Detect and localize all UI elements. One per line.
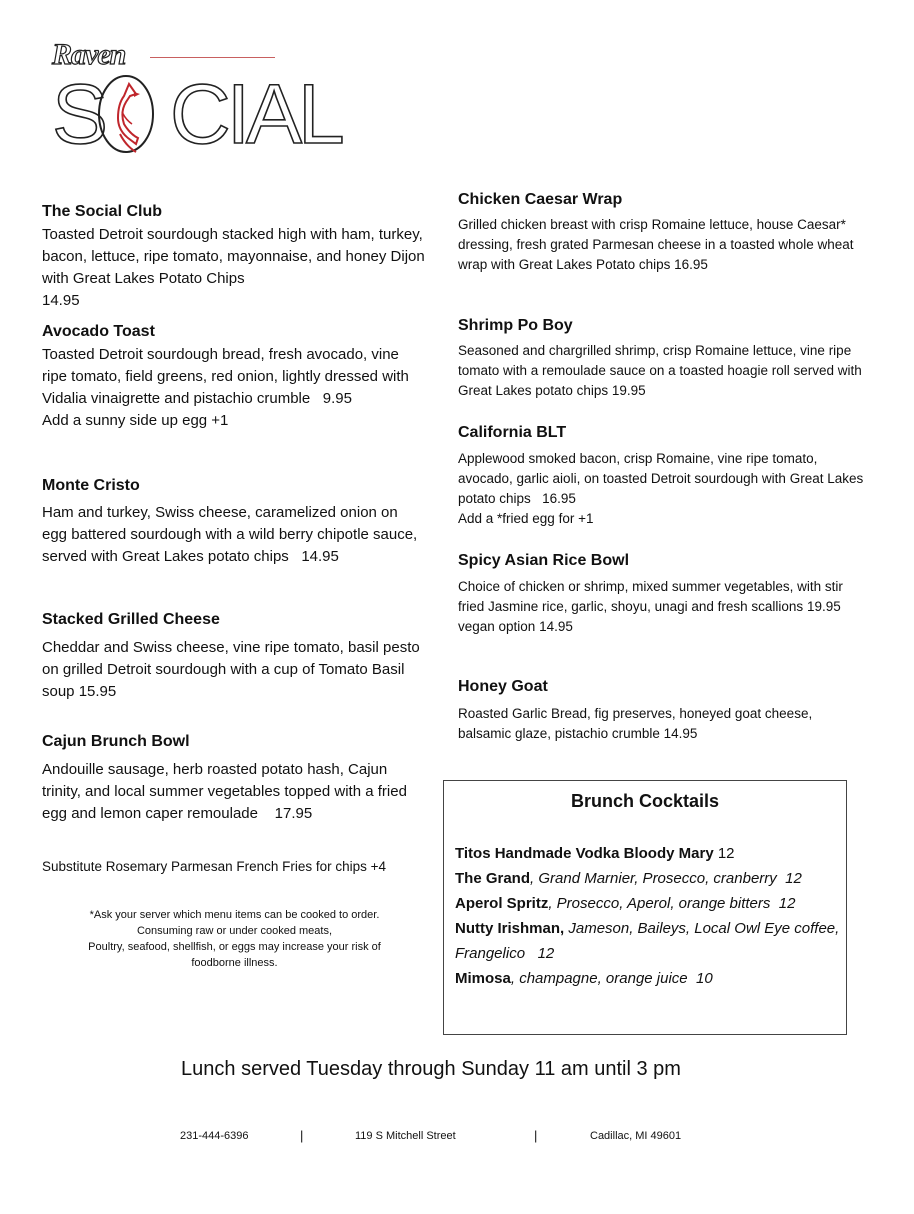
item-description: Grilled chicken breast with crisp Romaine lettuce, house Caesar* dressing, fresh grated Parmesan cheese in a toasted whole wheat wrap with Great Lakes Potato chips 16.95 — [458, 217, 854, 272]
footer-separator: | — [300, 1128, 304, 1143]
item-title: Avocado Toast — [42, 323, 155, 340]
item-description: Toasted Detroit sourdough bread, fresh avocado, vine ripe tomato, field greens, red onion, lightly dressed with Vidalia vinaigrette and pistachio crumble 9.95 Add a sunny side up egg +1 — [42, 346, 409, 429]
item-description: Andouille sausage, herb roasted potato hash, Cajun trinity, and local summer vegetables topped with a fried egg and lemon caper remoulade 17.95 — [42, 761, 407, 822]
allergen-disclaimer: *Ask your server which menu items can be cooked to order. Consuming raw or under cooked meats, Poultry, seafood, shellfish, or eggs may increase your risk of foodborne illness. — [88, 909, 381, 969]
footer-city: Cadillac, MI 49601 — [590, 1130, 682, 1142]
item-title: Monte Cristo — [42, 477, 140, 494]
item-title: Chicken Caesar Wrap — [458, 191, 623, 208]
logo-raven-word: Raven — [52, 38, 126, 71]
cocktails-title: Brunch Cocktails — [570, 791, 720, 811]
item-title: Honey Goat — [458, 678, 548, 695]
substitute-note: Substitute Rosemary Parmesan French Fries for chips +4 — [42, 859, 387, 874]
item-title: Spicy Asian Rice Bowl — [458, 552, 630, 569]
item-title: Stacked Grilled Cheese — [42, 611, 220, 628]
cocktail-item: Mimosa, champagne, orange juice 10 — [455, 970, 713, 987]
cocktails-list — [455, 841, 840, 991]
item-title: California BLT — [458, 424, 567, 441]
footer-address: 119 S Mitchell Street — [355, 1130, 456, 1142]
logo-social-left: S — [52, 67, 105, 161]
item-description: Seasoned and chargrilled shrimp, crisp Romaine lettuce, vine ripe tomato with a remoulade sauce on a toasted hoagie roll served with Great Lakes potato chips 19.95 — [458, 343, 862, 398]
cocktail-item: Nutty Irishman, Jameson, Baileys, Local Owl Eye coffee, Frangelico 12 — [455, 920, 840, 962]
cocktails-box — [443, 780, 847, 1035]
item-title: Cajun Brunch Bowl — [42, 733, 190, 750]
item-description: Choice of chicken or shrimp, mixed summer vegetables, with stir fried Jasmine rice, garlic, shoyu, unagi and fresh scallions 19.95 vegan option 14.95 — [458, 579, 843, 634]
item-title: The Social Club — [42, 203, 163, 220]
logo-divider — [150, 57, 275, 58]
item-title: Shrimp Po Boy — [458, 317, 573, 334]
hours-text: Lunch served Tuesday through Sunday 11 am until 3 pm — [181, 1058, 681, 1080]
item-description: Ham and turkey, Swiss cheese, caramelized onion on egg battered sourdough with a wild berry chipotle sauce, served with Great Lakes potato chips 14.95 — [42, 504, 418, 565]
item-description: Applewood smoked bacon, crisp Romaine, vine ripe tomato, avocado, garlic aioli, on toasted Detroit sourdough with Great Lakes potato chips 16.95 Add a *fried egg for +1 — [458, 451, 864, 526]
cocktail-item: Aperol Spritz, Prosecco, Aperol, orange bitters 12 — [455, 895, 796, 912]
item-description: Roasted Garlic Bread, fig preserves, honeyed goat cheese, balsamic glaze, pistachio crumble 14.95 — [458, 706, 813, 741]
cardinal-bird-icon — [96, 72, 156, 156]
cocktail-item: Titos Handmade Vodka Bloody Mary 12 — [455, 845, 735, 862]
logo-social-right: CIAL — [170, 67, 341, 161]
item-description: Toasted Detroit sourdough stacked high with ham, turkey, bacon, lettuce, ripe tomato, mayonnaise, and honey Dijon with Great Lakes Potato Chips 14.95 — [42, 226, 425, 309]
cocktail-item: The Grand, Grand Marnier, Prosecco, cranberry 12 — [455, 870, 802, 887]
footer-separator: | — [534, 1128, 538, 1143]
footer-phone: 231-444-6396 — [180, 1130, 249, 1142]
item-description: Cheddar and Swiss cheese, vine ripe tomato, basil pesto on grilled Detroit sourdough with a cup of Tomato Basil soup 15.95 — [42, 639, 420, 700]
